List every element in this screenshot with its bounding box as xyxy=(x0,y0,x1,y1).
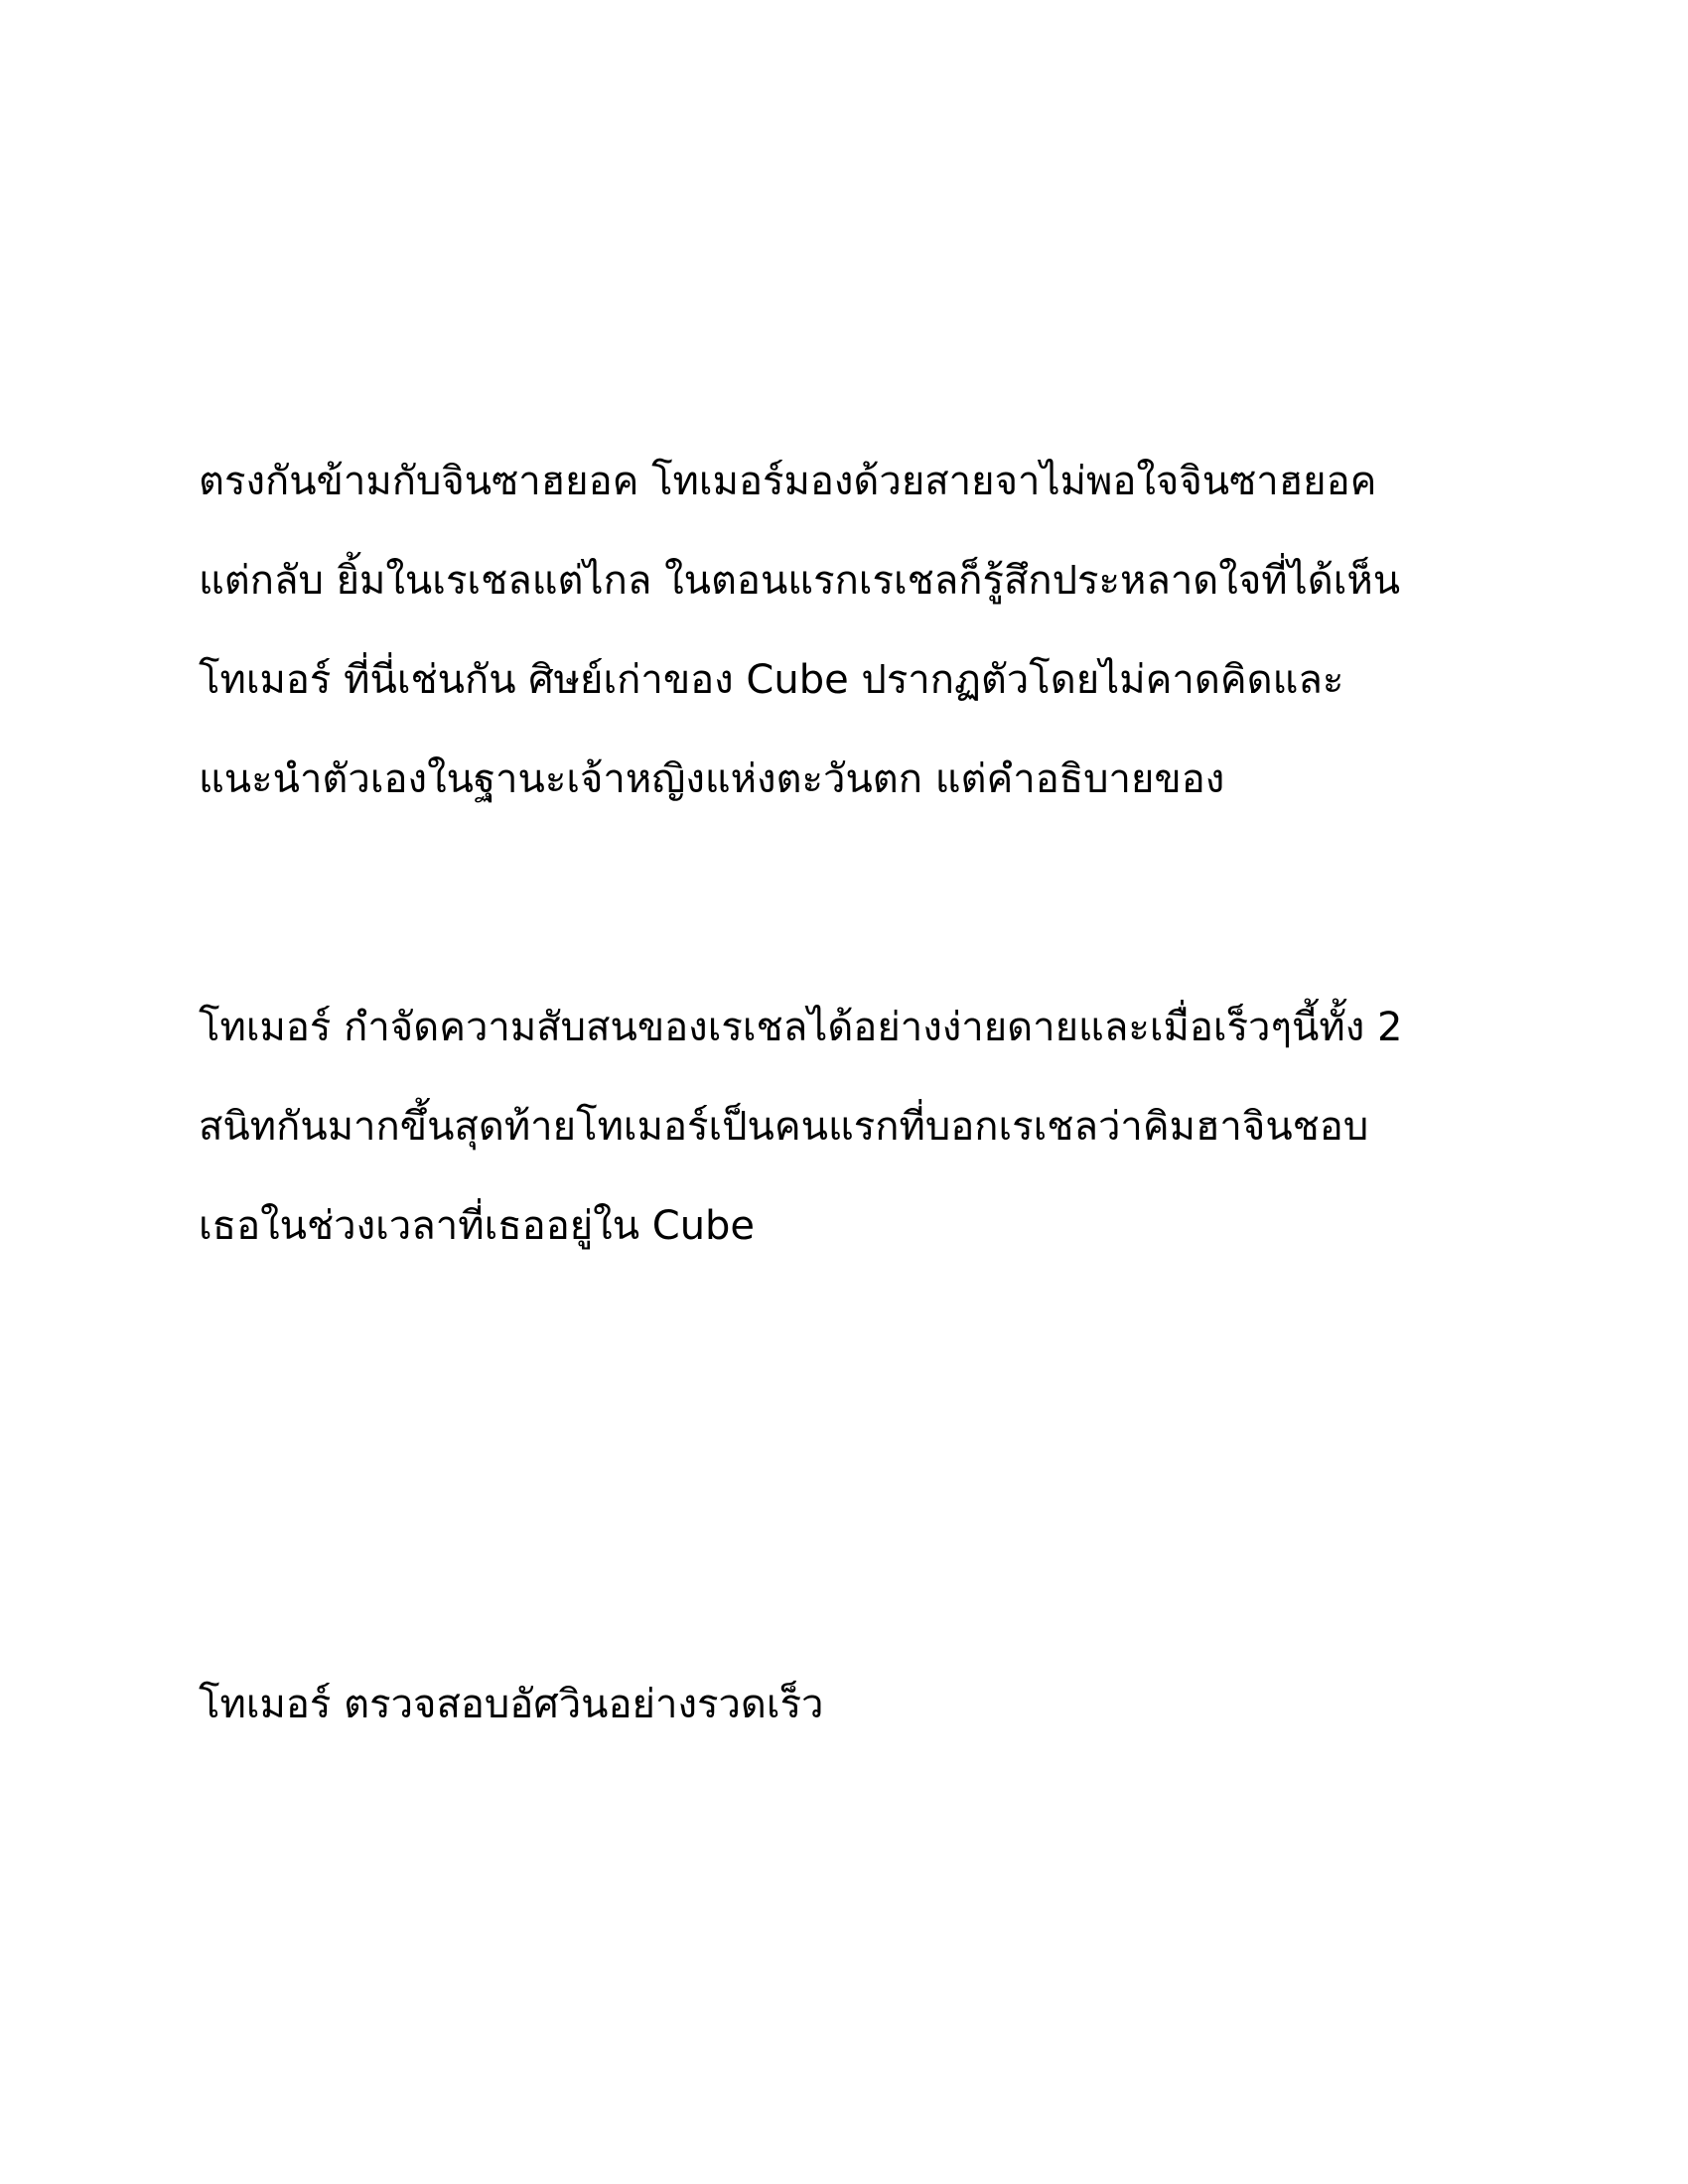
paragraph-2 xyxy=(199,978,1489,1276)
paragraph-1 xyxy=(199,432,1489,829)
paragraph-1-line-4: แนะนำตัวเองในฐานะเจ้าหญิงแห่งตะวันตก แต่คำอธิบายของ xyxy=(199,756,1225,802)
paragraph-1-line-3: โทเมอร์ ที่นี่เช่นกัน ศิษย์เก่าของ Cube ปรากฏตัวโดยไม่คาดคิดและ xyxy=(199,657,1344,703)
paragraph-1-line-2: แต่กลับ ยิ้มในเรเชลแต่ไกล ในตอนแรกเรเชลก็รู้สึกประหลาดใจที่ได้เห็น xyxy=(199,558,1401,604)
paragraph-2-line-1: โทเมอร์ กำจัดความสับสนของเรเชลได้อย่างง่ายดายและเมื่อเร็วๆนี้ทั้ง 2 xyxy=(199,1005,1403,1050)
paragraph-3 xyxy=(199,1655,1489,1754)
paragraph-2-line-3: เธอในช่วงเวลาที่เธออยู่ใน Cube xyxy=(199,1203,756,1249)
paragraph-2-line-2: สนิทกันมากขึ้นสุดท้ายโทเมอร์เป็นคนแรกที่บอกเรเชลว่าคิมฮาจินชอบ xyxy=(199,1104,1369,1150)
paragraph-3-line-1: โทเมอร์ ตรวจสอบอัศวินอย่างรวดเร็ว xyxy=(199,1682,824,1727)
paragraph-1-line-1: ตรงกันข้ามกับจินซาฮยอค โทเมอร์มองด้วยสายจาไม่พอใจจินซาฮยอค xyxy=(199,459,1377,504)
